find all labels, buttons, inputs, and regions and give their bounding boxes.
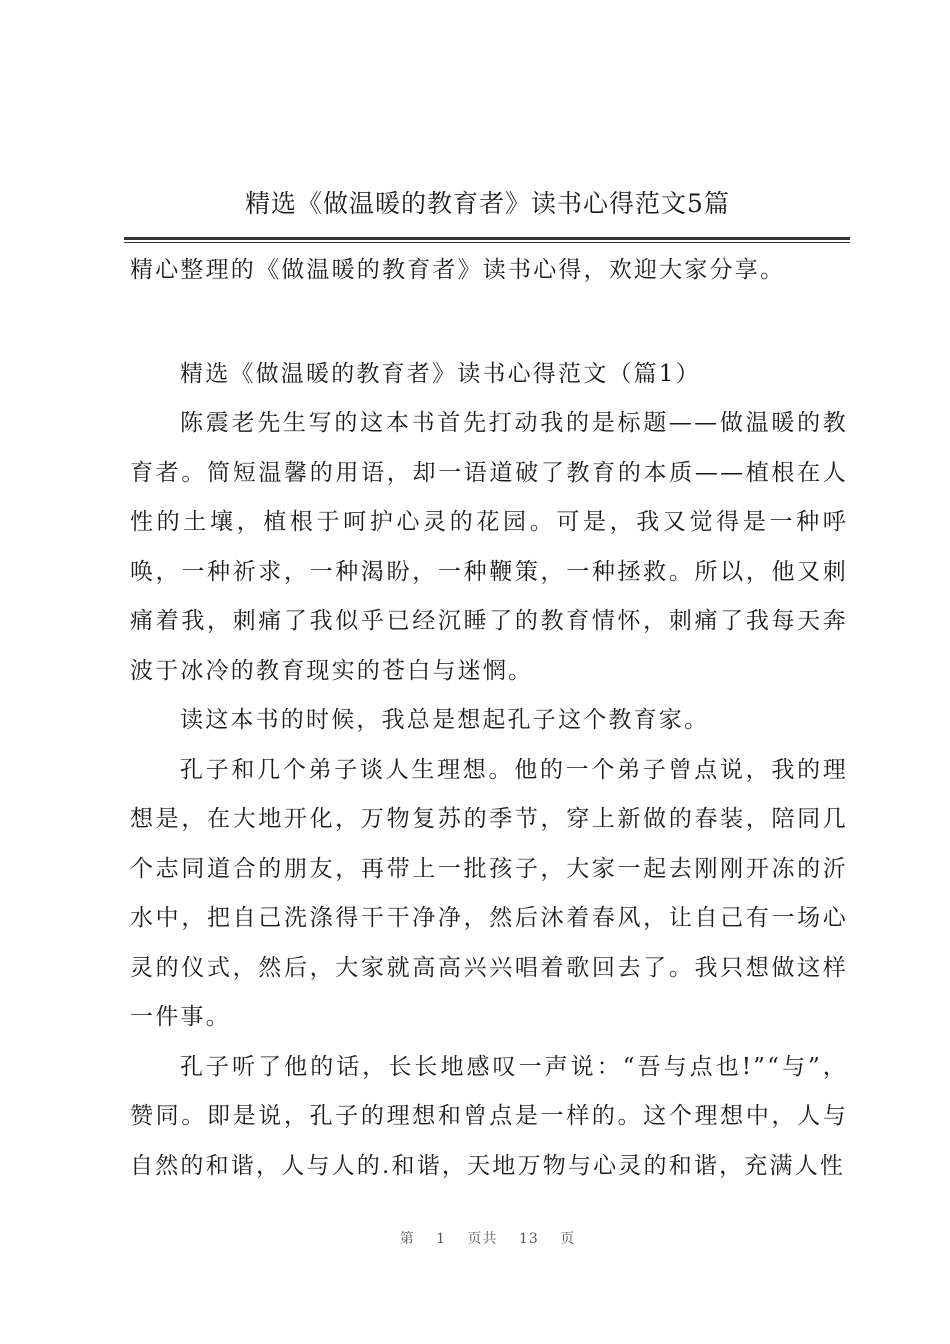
document-title: 精选《做温暖的教育者》读书心得范文5篇 <box>245 189 730 218</box>
section-heading: 精选《做温暖的教育者》读书心得范文（篇1） <box>180 360 701 387</box>
page-footer <box>0 1228 950 1248</box>
body-paragraph: 孔子听了他的话，长长地感叹一声说：“吾与点也!”“与”，赞同。即是说，孔子的理想和曾点是一样的。这个理想中，人与自然的和谐，人与人的.和谐，天地万物与心灵的和谐，充满人性 <box>130 1053 848 1179</box>
footer-middle: 页共 <box>467 1231 498 1247</box>
footer-prefix: 第 <box>399 1231 415 1247</box>
body-paragraph: 孔子和几个弟子谈人生理想。他的一个弟子曾点说，我的理想是，在大地开化，万物复苏的季节，穿上新做的春装，陪同几个志同道合的朋友，再带上一批孩子，大家一起去刚刚开冻的沂水中，把自己洗涤得干干净净，然后沐着春风，让自己有一场心灵的仪式，然后，大家就高高兴兴唱着歌回去了。我只想做这样一件事。 <box>130 756 848 1030</box>
document-body <box>130 246 848 1191</box>
footer-current-page: 1 <box>436 1231 447 1247</box>
footer-suffix: 页 <box>560 1231 576 1247</box>
body-paragraph: 读这本书的时候，我总是想起孔子这个教育家。 <box>180 707 710 733</box>
title-rule-thin <box>124 242 850 243</box>
intro-paragraph: 精心整理的《做温暖的教育者》读书心得，欢迎大家分享。 <box>130 257 786 283</box>
footer-total-pages: 13 <box>519 1231 539 1247</box>
body-paragraph: 陈震老先生写的这本书首先打动我的是标题——做温暖的教育者。简短温馨的用语，却一语道破了教育的本质——植根在人性的土壤，植根于呵护心灵的花园。可是，我又觉得是一种呼唤，一种祈求，一种渴盼，一种鞭策，一种拯救。所以，他又刺痛着我，刺痛了我似乎已经沉睡了的教育情怀，刺痛了我每天奔波于冰冷的教育现实的苍白与迷惘。 <box>130 410 848 684</box>
title-rule-thick <box>124 237 850 240</box>
